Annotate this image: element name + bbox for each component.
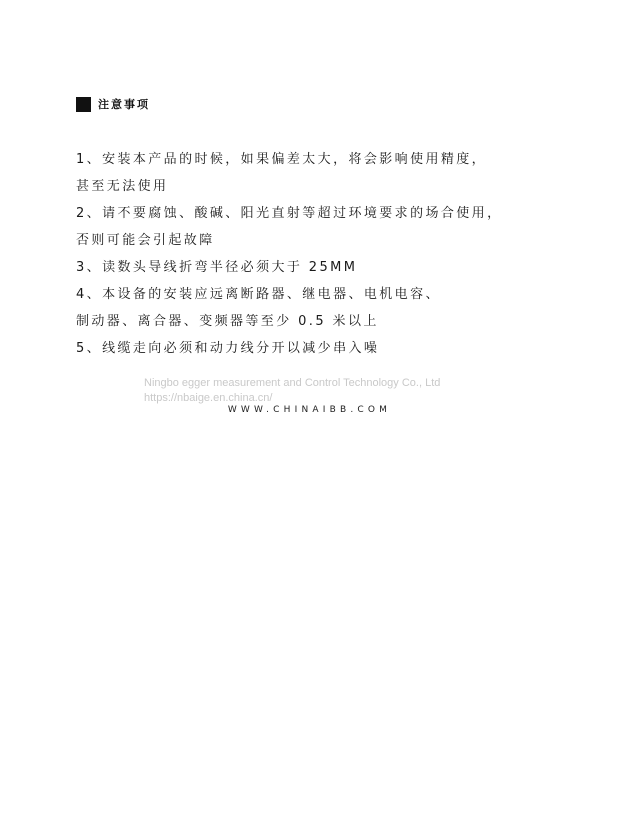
section-heading [76, 96, 150, 112]
note-line: 1、安装本产品的时候，如果偏差太大，将会影响使用精度， [76, 152, 488, 167]
note-line: 4、本设备的安装应远离断路器、继电器、电机电容、 [76, 287, 441, 302]
note-line: 2、请不要腐蚀、酸碱、阳光直射等超过环境要求的场合使用， [76, 206, 503, 221]
footer-website: WWW.CHINAIBB.COM [227, 405, 392, 415]
section-title: 注意事项 [98, 98, 150, 111]
watermark-url: https://nbaige.en.china.cn/ [144, 392, 273, 404]
note-line: 甚至无法使用 [76, 179, 169, 194]
note-line: 否则可能会引起故障 [76, 233, 215, 248]
note-line: 3、读数头导线折弯半径必须大于 25MM [76, 260, 358, 275]
note-line: 制动器、离合器、变频器等至少 0.5 米以上 [76, 314, 379, 329]
watermark-company: Ningbo egger measurement and Control Technology Co., Ltd [144, 377, 441, 389]
notes-list [76, 146, 576, 362]
bullet-square-icon [76, 97, 91, 112]
watermark [144, 376, 440, 406]
note-line: 5、线缆走向必须和动力线分开以减少串入噪 [76, 341, 380, 356]
